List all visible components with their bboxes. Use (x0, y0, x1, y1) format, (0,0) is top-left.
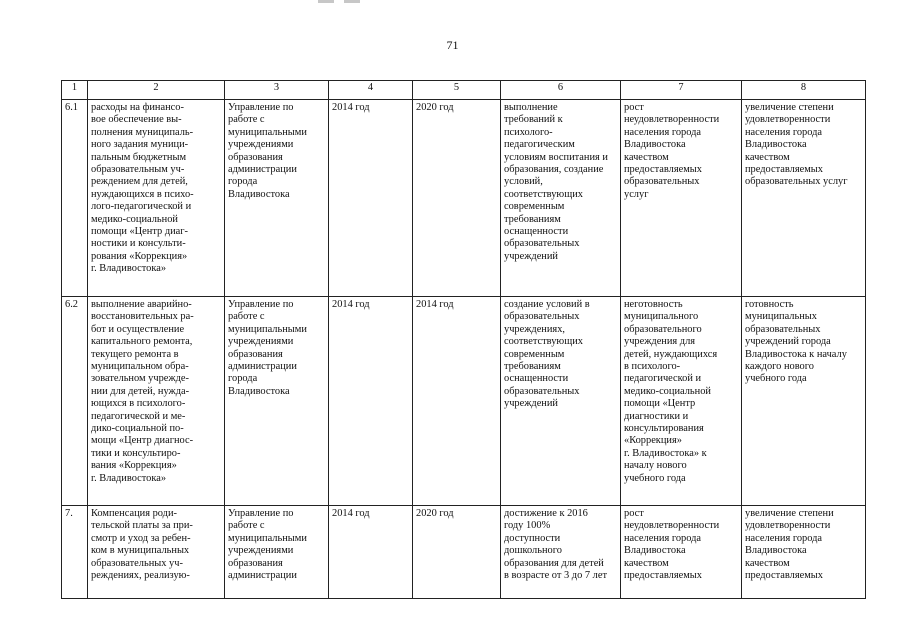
result-cell: увеличение степени удовлетворенности населения города Владивостока качеством предоставляемых образовательных услуг (742, 100, 866, 297)
content-cell: достижение к 2016 году 100% доступности дошкольного образования для детей в возрасте от 3 до 7 лет (501, 506, 621, 599)
header-cell: 4 (329, 81, 413, 100)
scan-artifact (318, 0, 334, 3)
header-cell: 1 (62, 81, 88, 100)
row-number: 6.2 (62, 297, 88, 506)
row-number: 7. (62, 506, 88, 599)
start-year-cell: 2014 год (329, 297, 413, 506)
end-year-cell: 2014 год (413, 297, 501, 506)
scan-artifact (344, 0, 360, 3)
content-cell: создание условий в образовательных учреждениях, соответствующих современным требованиям оснащенности образовательных учреждений (501, 297, 621, 506)
header-cell: 3 (225, 81, 329, 100)
header-cell: 7 (621, 81, 742, 100)
page-number: 71 (446, 38, 459, 52)
result-cell: увеличение степени удовлетворенности населения города Владивостока качеством предоставляемых (742, 506, 866, 599)
header-cell: 6 (501, 81, 621, 100)
risk-cell: неготовность муниципального образовательного учреждения для детей, нуждающихся в психолого- педагогической и медико-социальной помощи «Центр диагностики и консультирования «Коррекция» г. Владивостока» к началу нового учебного года (621, 297, 742, 506)
content-cell: выполнение требований к психолого- педагогическим условиям воспитания и образования, создание условий, соответствующих современным требованиям оснащенности образовательных учреждений (501, 100, 621, 297)
end-year-cell: 2020 год (413, 506, 501, 599)
table-row (62, 100, 866, 297)
end-year-cell: 2020 год (413, 100, 501, 297)
row-number: 6.1 (62, 100, 88, 297)
header-row (62, 81, 866, 100)
start-year-cell: 2014 год (329, 100, 413, 297)
risk-cell: рост неудовлетворенности населения города Владивостока качеством предоставляемых образовательных услуг (621, 100, 742, 297)
activity-cell: расходы на финансо- вое обеспечение вы- полнения муниципаль- ного задания муници- пальным бюджетным образовательным уч- реждением для детей, нуждающихся в психо- лого-педагогической и медико-социальной помощи «Центр диаг- ностики и консульти- рования «Коррекция» г. Владивостока» (88, 100, 225, 297)
header-cell: 5 (413, 81, 501, 100)
executor-cell: Управление по работе с муниципальными учреждениями образования администрации (225, 506, 329, 599)
table-row (62, 297, 866, 506)
measures-table (61, 80, 866, 599)
result-cell: готовность муниципальных образовательных учреждений города Владивостока к началу каждого нового учебного года (742, 297, 866, 506)
table-row (62, 506, 866, 599)
executor-cell: Управление по работе с муниципальными учреждениями образования администрации города Владивостока (225, 297, 329, 506)
risk-cell: рост неудовлетворенности населения города Владивостока качеством предоставляемых (621, 506, 742, 599)
executor-cell: Управление по работе с муниципальными учреждениями образования администрации города Владивостока (225, 100, 329, 297)
header-cell: 2 (88, 81, 225, 100)
activity-cell: выполнение аварийно- восстановительных ра- бот и осуществление капитального ремонта, текущего ремонта в муниципальном обра- зовательном учрежде- нии для детей, нужда- ющихся в психолого- педагогической и ме- дико-социальной по- мощи «Центр диагнос- тики и консультиро- вания «Коррекция» г. Владивостока» (88, 297, 225, 506)
activity-cell: Компенсация роди- тельской платы за при- смотр и уход за ребен- ком в муниципальных образовательных уч- реждениях, реализую- (88, 506, 225, 599)
header-cell: 8 (742, 81, 866, 100)
start-year-cell: 2014 год (329, 506, 413, 599)
